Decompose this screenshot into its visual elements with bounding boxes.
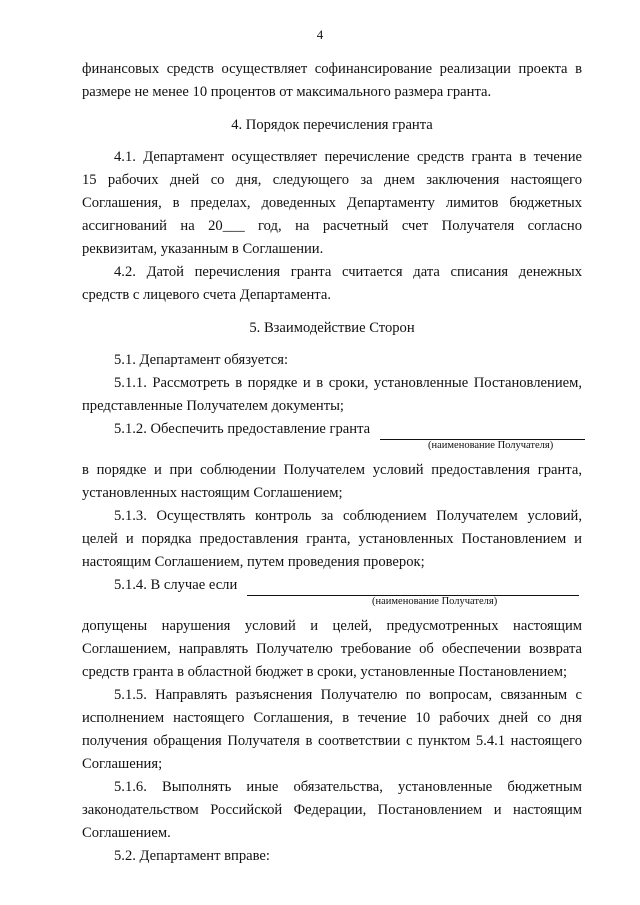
text-line: 5.1.3. Осуществлять контроль за соблюдением Получателем условий, <box>114 508 582 524</box>
text-line: Соглашением. <box>82 825 171 841</box>
section-heading-4: 4. Порядок перечисления гранта <box>231 117 433 133</box>
text-line: 15 рабочих дней со дня, следующего за днем заключения настоящего <box>82 172 582 188</box>
text-line: ассигнований на 20___ год, на расчетный счет Получателя согласно <box>82 218 582 234</box>
text-line: финансовых средств осуществляет софинансирование реализации проекта в <box>82 61 582 77</box>
field-caption: (наименование Получателя) <box>428 440 554 451</box>
text-line: размере не менее 10 процентов от максимального размера гранта. <box>82 84 492 100</box>
text-line: реквизитам, указанным в Соглашении. <box>82 241 324 257</box>
fill-in-blank <box>380 419 585 440</box>
text-line: 5.1. Департамент обязуется: <box>114 352 289 368</box>
text-line: 5.1.2. Обеспечить предоставление гранта <box>114 421 371 437</box>
text-line: получения обращения Получателя в соответствии с пунктом 5.4.1 настоящего <box>82 733 582 749</box>
text-line: Соглашения, в пределах, доведенных Департаменту лимитов бюджетных <box>82 195 582 211</box>
text-line: целей и порядка предоставления гранта, установленных Постановлением и <box>82 531 582 547</box>
text-line: 5.2. Департамент вправе: <box>114 848 270 864</box>
text-line: законодательством Российской Федерации, Постановлением и настоящим <box>82 802 582 818</box>
text-line: исполнением настоящего Соглашения, в течение 10 рабочих дней со дня <box>82 710 582 726</box>
text-line: установленных настоящим Соглашением; <box>82 485 343 501</box>
fill-in-blank <box>247 575 579 596</box>
text-line: Соглашением, направлять Получателю требование об обеспечении возврата <box>82 641 582 657</box>
page-number: 4 <box>316 27 324 42</box>
text-line-with-blank <box>82 575 582 596</box>
text-line: настоящим Соглашением, путем проведения проверок; <box>82 554 425 570</box>
text-line: в порядке и при соблюдении Получателем условий предоставления гранта, <box>82 462 582 478</box>
text-line: средств гранта в областной бюджет в сроки, установленные Постановлением; <box>82 664 568 680</box>
text-line: 4.1. Департамент осуществляет перечисление средств гранта в течение <box>114 149 582 165</box>
text-line: Соглашения; <box>82 756 163 772</box>
text-line: 5.1.5. Направлять разъяснения Получателю по вопросам, связанным с <box>114 687 582 703</box>
text-line: 5.1.1. Рассмотреть в порядке и в сроки, установленные Постановлением, <box>114 375 582 391</box>
field-caption: (наименование Получателя) <box>372 596 498 607</box>
text-line: 5.1.4. В случае если <box>114 577 238 593</box>
text-line: средств с лицевого счета Департамента. <box>82 287 331 303</box>
text-line-with-blank <box>82 419 582 440</box>
text-line: допущены нарушения условий и целей, предусмотренных настоящим <box>82 618 582 634</box>
text-line: представленные Получателем документы; <box>82 398 344 414</box>
text-line: 5.1.6. Выполнять иные обязательства, установленные бюджетным <box>114 779 582 795</box>
text-line: 4.2. Датой перечисления гранта считается дата списания денежных <box>114 264 582 280</box>
section-heading-5: 5. Взаимодействие Сторон <box>249 320 415 336</box>
